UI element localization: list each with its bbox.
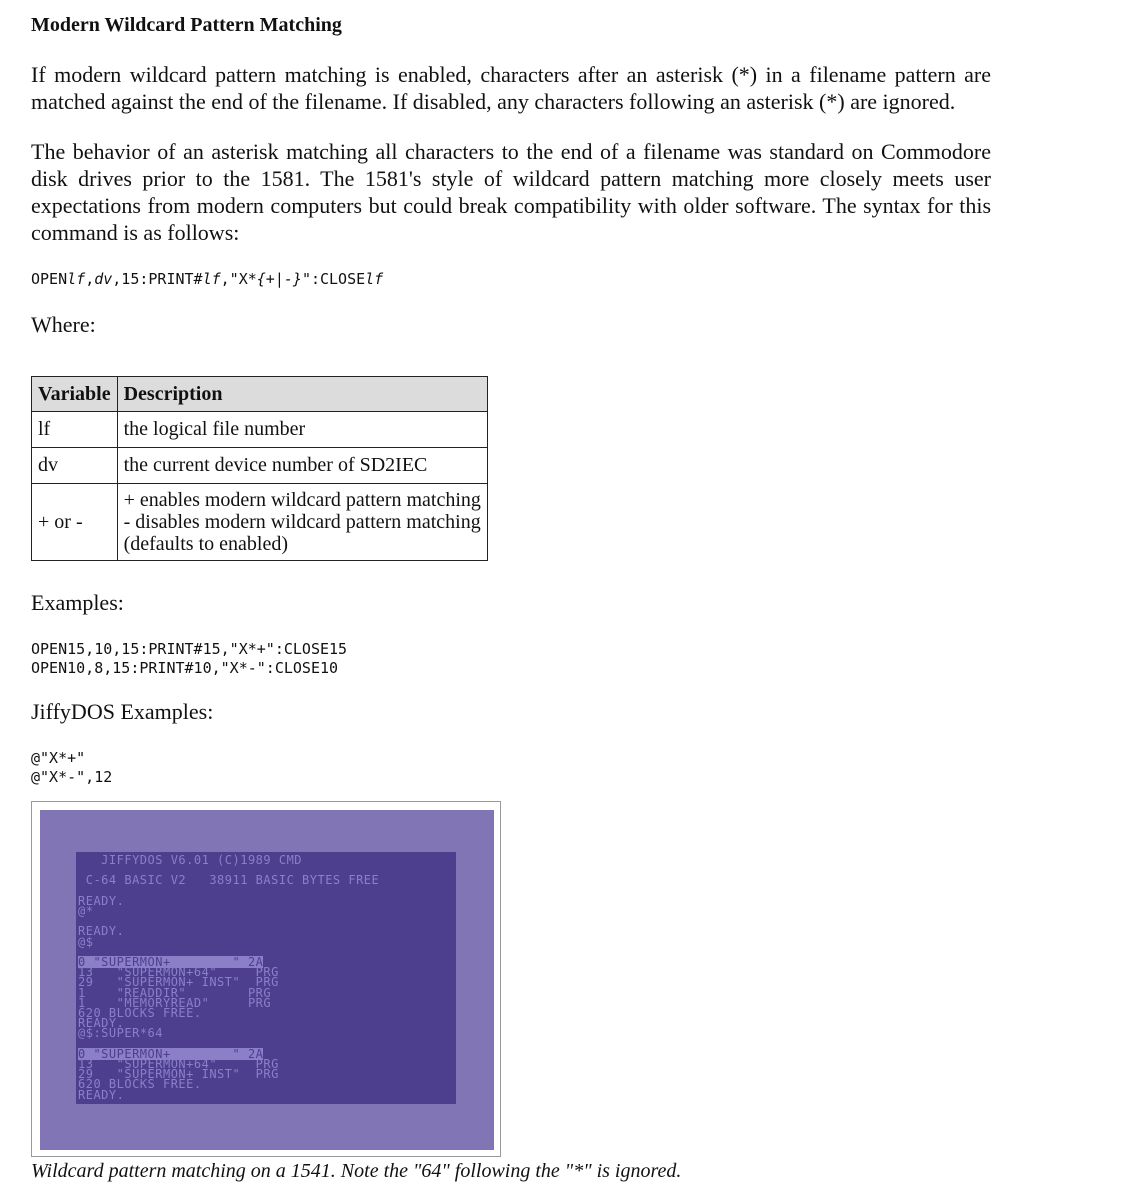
syntax-option: {+|-} bbox=[256, 270, 302, 288]
cell-variable: + or - bbox=[32, 484, 118, 561]
where-label: Where: bbox=[31, 312, 96, 337]
jiffydos-example-line: @"X*+" bbox=[31, 749, 86, 767]
screen-line: 1 "MEMORYREAD" PRG bbox=[78, 995, 272, 1010]
intro-paragraph: If modern wildcard pattern matching is enabled, characters after an asterisk (*) in a filename pattern are matched against the end of the filename. If disabled, any characters following an asterisk (*) are ignored. bbox=[31, 62, 991, 114]
syntax-close: ":CLOSE bbox=[301, 270, 366, 288]
jiffydos-examples-code bbox=[31, 749, 112, 787]
description-line: - disables modern wildcard pattern matching bbox=[123, 511, 481, 533]
cell-description bbox=[117, 484, 487, 561]
syntax-open: OPEN bbox=[31, 270, 68, 288]
description-line: (defaults to enabled) bbox=[123, 533, 288, 555]
column-header-description: Description bbox=[117, 377, 487, 412]
syntax-lf-var-2: lf bbox=[202, 270, 221, 288]
screen-line: 13 "SUPERMON+64" PRG bbox=[78, 1057, 279, 1071]
page-title: Modern Wildcard Pattern Matching bbox=[31, 14, 342, 36]
screen-line: C-64 BASIC V2 38911 BASIC BYTES FREE bbox=[78, 873, 380, 888]
examples-code bbox=[31, 640, 347, 678]
syntax-code bbox=[31, 270, 383, 289]
screen-line: 1 "READDIR" PRG bbox=[78, 985, 272, 1000]
screen-line: @$:SUPER*64 bbox=[78, 1026, 163, 1041]
syntax-lf-var: lf bbox=[67, 270, 86, 288]
syntax-print: ,15:PRINT# bbox=[112, 270, 203, 288]
syntax-comma: , bbox=[85, 270, 95, 288]
screen-line: 13 "SUPERMON+64" PRG bbox=[78, 965, 279, 980]
example-line: OPEN10,8,15:PRINT#10,"X*-":CLOSE10 bbox=[31, 659, 339, 677]
syntax-lf-var-3: lf bbox=[365, 270, 384, 288]
screen-line: 0 "SUPERMON+ " 2A bbox=[78, 1046, 264, 1061]
screen-line: READY. bbox=[78, 1087, 125, 1102]
c64-screen-border bbox=[40, 810, 494, 1150]
cell-variable: lf bbox=[32, 412, 118, 448]
screen-line: 29 "SUPERMON+ INST" PRG bbox=[78, 1067, 279, 1082]
description-line: + enables modern wildcard pattern matching bbox=[123, 489, 481, 511]
jiffydos-examples-label: JiffyDOS Examples: bbox=[31, 699, 214, 724]
screen-line: 29 "SUPERMON+ INST" PRG bbox=[78, 975, 279, 990]
screen-line: READY. bbox=[78, 893, 125, 908]
variables-table bbox=[31, 376, 488, 561]
screenshot-figure bbox=[31, 801, 501, 1157]
behavior-paragraph: The behavior of an asterisk matching all characters to the end of a filename was standard on Commodore disk drives prior to the 1581. The 1581's style of wildcard pattern matching more closely meets user expectations from modern computers but could break compatibility with older software. The syntax for this command is as follows: bbox=[31, 139, 991, 245]
screen-line: 0 "SUPERMON+ " 2A bbox=[78, 955, 264, 969]
cell-description: the current device number of SD2IEC bbox=[117, 448, 487, 484]
screen-line: @$ bbox=[78, 934, 94, 949]
jiffydos-example-line: @"X*-",12 bbox=[31, 768, 113, 786]
screen-line: 620 BLOCKS FREE. bbox=[78, 1006, 202, 1020]
screen-line: READY. bbox=[78, 1016, 125, 1031]
syntax-dv-var: dv bbox=[94, 270, 113, 288]
c64-screen bbox=[76, 852, 456, 1104]
screen-line: 620 BLOCKS FREE. bbox=[78, 1077, 202, 1092]
examples-label: Examples: bbox=[31, 590, 124, 615]
screen-line: @* bbox=[78, 904, 94, 918]
table-header-row bbox=[32, 377, 488, 412]
table-row bbox=[32, 448, 488, 484]
example-line: OPEN15,10,15:PRINT#15,"X*+":CLOSE15 bbox=[31, 640, 348, 658]
table-row bbox=[32, 484, 488, 561]
syntax-pattern: ,"X* bbox=[220, 270, 257, 288]
screen-line: JIFFYDOS V6.01 (C)1989 CMD bbox=[78, 853, 303, 867]
table-row bbox=[32, 412, 488, 448]
cell-description: the logical file number bbox=[117, 412, 487, 448]
screen-line: READY. bbox=[78, 924, 125, 939]
column-header-variable: Variable bbox=[32, 377, 118, 412]
figure-caption: Wildcard pattern matching on a 1541. Note the "64" following the "*" is ignored. bbox=[31, 1160, 682, 1182]
cell-variable: dv bbox=[32, 448, 118, 484]
